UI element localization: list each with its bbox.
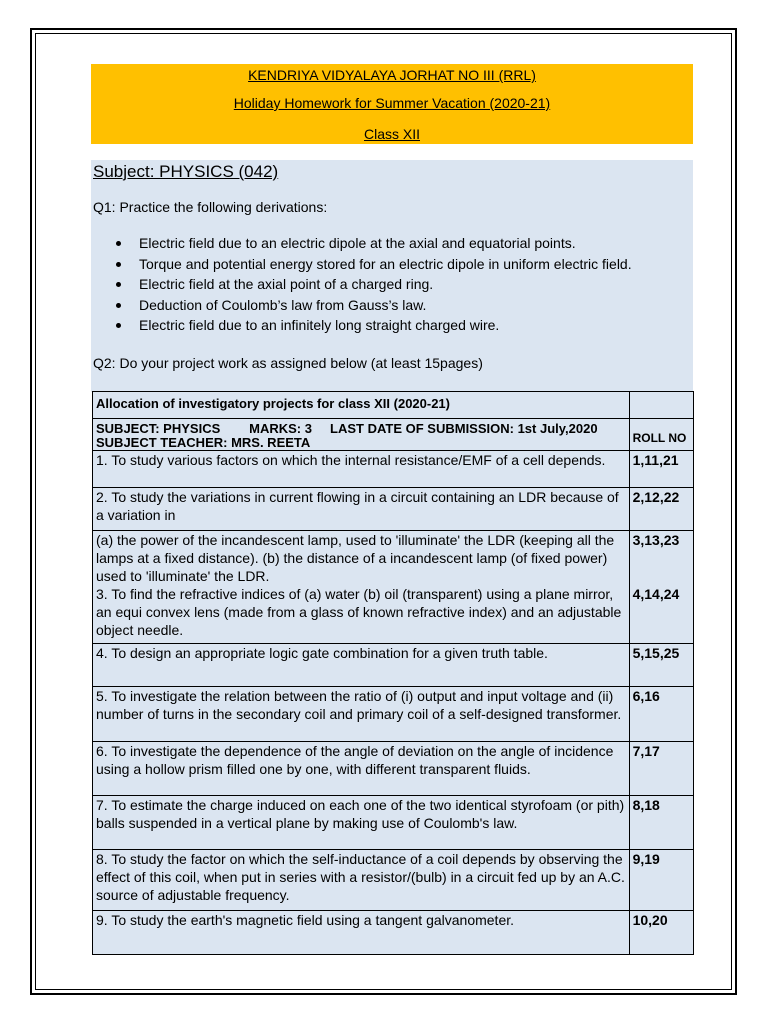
list-item-text: Electric field due to an electric dipole at the axial and equatorial points. [139,235,576,251]
table-row [93,644,694,687]
roll-numbers: 8,18 [629,796,693,850]
table-row [93,742,694,796]
roll-numbers: 1,11,21 [629,451,693,488]
teacher-info-line: SUBJECT TEACHER: MRS. REETA [96,435,311,450]
roll-numbers: 9,19 [629,850,693,911]
list-item [113,233,632,254]
roll-numbers: 6,16 [629,687,693,742]
roll-numbers: 2,12,22 [629,488,693,531]
list-item [113,274,632,295]
project-text: 8. To study the factor on which the self-inductance of a coil depends by observing the effect of this coil, when put in series with a resistor/(bulb) in a circuit fed up by an A.C. source of adjustable frequency. [93,850,630,911]
school-name: KENDRIYA VIDYALAYA JORHAT NO III (RRL) [248,67,536,83]
project-text: 6. To investigate the dependence of the angle of deviation on the angle of incidence using a hollow prism filled one by one, with different transparent fluids. [93,742,630,796]
roll-numbers: 7,17 [629,742,693,796]
list-item-text: Deduction of Coulomb’s law from Gauss’s law. [139,296,427,313]
bullet-icon [116,262,121,267]
homework-title: Holiday Homework for Summer Vacation (2020-21) [233,95,551,111]
project-allocation-table [92,391,694,955]
header-band [91,64,693,144]
class-label: Class XII [363,126,420,142]
project-text: 2. To study the variations in current flowing in a circuit containing an LDR because of a variation in [93,488,630,531]
table-title: Allocation of investigatory projects for class XII (2020-21) [93,392,630,419]
project-text: 5. To investigate the relation between the ratio of (i) output and input voltage and (ii) number of turns in the secondary coil and primary coil of a self-designed transformer. [93,687,630,742]
derivation-list [113,233,632,336]
subject-info-line: SUBJECT: PHYSICS MARKS: 3 LAST DATE OF SUBMISSION: 1st July,2020 [96,421,598,436]
list-item-text: Electric field at the axial point of a charged ring. [139,276,434,292]
bullet-icon [116,241,121,246]
roll-no-header: ROLL NO [629,419,693,451]
subject-title: Subject: PHYSICS (042) [93,162,279,181]
project-text: 7. To estimate the charge induced on each one of the two identical styrofoam (or pith) balls suspended in a vertical plane by making use of Coulomb's law. [93,796,630,850]
table-row [93,419,694,451]
list-item [113,295,632,316]
roll-numbers: 10,20 [629,911,693,955]
table-row [93,531,694,644]
subject-section [91,160,693,392]
list-item-text: Torque and potential energy stored for an electric dipole in uniform electric field. [139,255,632,272]
table-row [93,488,694,531]
bullet-icon [116,303,121,308]
project-text: (a) the power of the incandescent lamp, used to 'illuminate' the LDR (keeping all the lamps at a fixed distance). (b) the distance of a incandescent lamp (of fixed power) used to 'illuminate' the LDR. 3. To find the refractive indices of (a) water (b) oil (transparent) using a plane mirror, an equi convex lens (made from a glass of known refractive index) and an adjustable object needle. [93,531,630,644]
project-text: 1. To study various factors on which the internal resistance/EMF of a cell depends. [93,451,630,488]
list-item [113,315,632,336]
roll-numbers: 5,15,25 [629,644,693,687]
table-row [93,796,694,850]
table-row [93,850,694,911]
project-text: 9. To study the earth's magnetic field using a tangent galvanometer. [93,911,630,955]
list-item [113,254,632,275]
project-text: 4. To design an appropriate logic gate combination for a given truth table. [93,644,630,687]
question-1: Q1: Practice the following derivations: [93,199,328,215]
table-cell [629,392,693,419]
list-item-text: Electric field due to an infinitely long straight charged wire. [139,317,500,333]
bullet-icon [116,323,121,328]
table-row [93,451,694,488]
table-row [93,687,694,742]
roll-numbers: 3,13,23 4,14,24 [629,531,693,644]
table-info [93,419,630,451]
table-row [93,911,694,955]
table-row [93,392,694,419]
question-2: Q2: Do your project work as assigned below (at least 15pages) [93,355,483,371]
bullet-icon [116,282,121,287]
